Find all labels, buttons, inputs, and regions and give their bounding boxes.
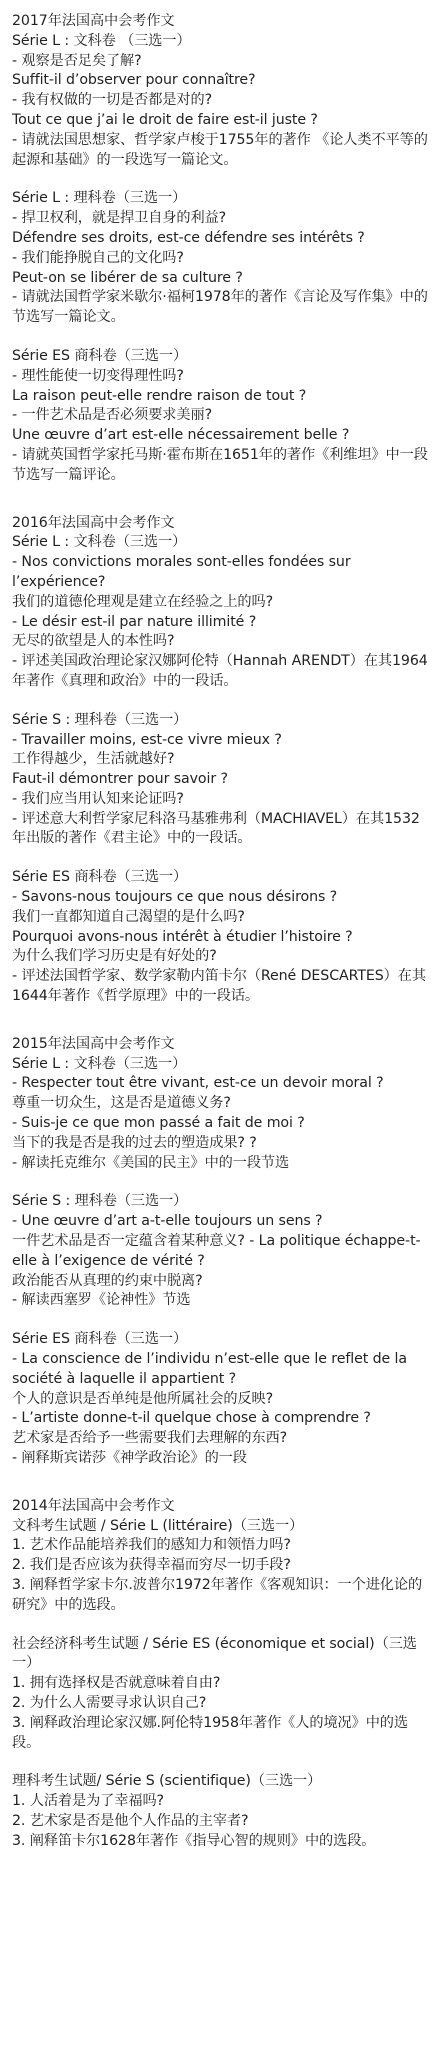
- section-heading: Série S : 理科卷（三选一）: [12, 1193, 188, 1210]
- prompt-line: - 捍卫权利，就是捍卫自身的利益?: [12, 210, 227, 227]
- year-heading: 2017年法国高中会考作文: [12, 13, 175, 29]
- prompt-line: Défendre ses droits, est-ce défendre ses intérêts ?: [12, 229, 365, 246]
- prompt-line: 1. 拥有选择权是否就意味着自由?: [12, 1675, 221, 1692]
- exam-section: [12, 1330, 428, 1469]
- prompt-line: 2. 我们是否应该为获得幸福而穷尽一切手段?: [12, 1557, 291, 1574]
- prompt-line: - 评述法国哲学家、数学家勒内笛卡尔（René DESCARTES）在其1644年著作《哲学原理》中的一段话。: [12, 968, 426, 1005]
- prompt-line: 3. 阐释笛卡尔1628年著作《指导心智的规则》中的选段。: [12, 1832, 376, 1849]
- section-heading: Série L : 文科卷 （三选一）: [12, 32, 191, 49]
- prompt-line: 3. 阐释政治理论家汉娜.阿伦特1958年著作《人的境况》中的选段。: [12, 1714, 408, 1751]
- prompt-line: 我们一直都知道自己渴望的是什么吗?: [12, 908, 245, 925]
- prompt-line: 2. 为什么人需要寻求认识自己?: [12, 1694, 207, 1711]
- prompt-line: 政治能否从真理的约束中脱离?: [12, 1272, 203, 1289]
- prompt-line: Pourquoi avons-nous intérêt à étudier l’histoire ?: [12, 928, 353, 945]
- prompt-line: - 评述美国政治理论家汉娜阿伦特（Hannah ARENDT）在其1964年著作《真理和政治》中的一段话。: [12, 653, 428, 689]
- section-heading: Série L : 文科卷（三选一）: [12, 534, 187, 551]
- prompt-line: - Savons-nous toujours ce que nous désirons ?: [12, 889, 338, 906]
- prompt-line: 当下的我是否是我的过去的塑造成果? ?: [12, 1134, 257, 1151]
- year-section: [12, 1035, 428, 1174]
- exam-section: [12, 1192, 428, 1311]
- exam-section: [12, 868, 428, 1007]
- prompt-line: - 解读西塞罗《论神性》节选: [12, 1292, 191, 1309]
- year-heading: 2016年法国高中会考作文: [12, 514, 175, 531]
- prompt-line: - Travailler moins, est-ce vivre mieux ?: [12, 731, 282, 748]
- year-heading: 2015年法国高中会考作文: [12, 1035, 175, 1052]
- prompt-line: Suffit-il d’observer pour connaître?: [12, 72, 256, 89]
- section-heading: 文科考生试题 / Série L (littéraire)（三选一）: [12, 1517, 304, 1534]
- section-heading: 社会经济科考生试题 / Série ES (économique et social)（三选一）: [12, 1635, 417, 1672]
- year-heading: 2014年法国高中会考作文: [12, 1497, 175, 1514]
- section-heading: Série ES 商科卷（三选一）: [12, 1331, 188, 1348]
- prompt-line: 1. 艺术作品能培养我们的感知力和领悟力吗?: [12, 1537, 291, 1554]
- prompt-line: - 我们应当用认知来论证吗?: [12, 790, 184, 807]
- prompt-line: - 一件艺术品是否必须要求美丽?: [12, 407, 212, 424]
- prompt-line: - 理性能使一切变得理性吗?: [12, 367, 184, 384]
- prompt-line: - 我有权做的一切是否都是对的?: [12, 92, 212, 109]
- prompt-line: - 观察是否足矣了解?: [12, 52, 142, 69]
- prompt-line: 为什么我们学习历史是有好处的?: [12, 948, 217, 965]
- prompt-line: 尊重一切众生，这是否是道德义务?: [12, 1095, 231, 1112]
- prompt-line: - 我们能挣脱自己的文化吗?: [12, 249, 184, 266]
- prompt-line: 工作得越少，生活就越好?: [12, 751, 175, 768]
- prompt-line: 艺术家是否给予一些需要我们去理解的东西?: [12, 1430, 288, 1447]
- prompt-line: - Respecter tout être vivant, est-ce un devoir moral ?: [12, 1075, 384, 1092]
- prompt-line: Tout ce que j’ai le droit de faire est-il juste ?: [12, 111, 318, 128]
- prompt-line: - 请就法国思想家、哲学家卢梭于1755年的著作 《论人类不平等的起源和基础》的一段选写一篇论文。: [12, 131, 428, 168]
- prompt-line: - 解读托克维尔《美国的民主》中的一段节选: [12, 1154, 290, 1171]
- section-heading: Série L : 理科卷（三选一）: [12, 190, 187, 207]
- prompt-line: - 阐释斯宾诺莎《神学政治论》的一段: [12, 1450, 247, 1466]
- prompt-line: - L’artiste donne-t-il quelque chose à comprendre ?: [12, 1410, 371, 1427]
- prompt-line: 1. 人活着是为了幸福吗?: [12, 1793, 164, 1810]
- exam-section: [12, 189, 428, 328]
- prompt-line: 3. 阐释哲学家卡尔.波普尔1972年著作《客观知识：一个进化论的研究》中的选段。: [12, 1576, 423, 1613]
- prompt-line: Faut-il démontrer pour savoir ?: [12, 771, 228, 788]
- prompt-line: 2. 艺术家是否是他个人作品的主宰者?: [12, 1812, 249, 1829]
- prompt-line: Une œuvre d’art est-elle nécessairement belle ?: [12, 427, 350, 444]
- prompt-line: 一件艺术品是否一定蕴含着某种意义? - La politique échappe-t-elle à l’exigence de vérité ?: [12, 1233, 421, 1269]
- prompt-line: - Nos convictions morales sont-elles fondées sur l’expérience?: [12, 554, 351, 590]
- prompt-line: 个人的意识是否单纯是他所属社会的反映?: [12, 1390, 274, 1407]
- exam-section: [12, 347, 428, 486]
- year-section: [12, 12, 428, 170]
- prompt-line: - Le désir est-il par nature illimité ?: [12, 613, 257, 630]
- prompt-line: 无尽的欲望是人的本性吗?: [12, 633, 175, 650]
- year-section: [12, 514, 428, 692]
- prompt-line: La raison peut-elle rendre raison de tout ?: [12, 387, 307, 404]
- prompt-line: - Suis-je ce que mon passé a fait de moi ?: [12, 1115, 305, 1132]
- section-heading: Série L : 文科卷（三选一）: [12, 1055, 187, 1072]
- prompt-line: - 评述意大利哲学家尼科洛马基雅弗利（MACHIAVEL）在其1532年出版的著作《君主论》中的一段话。: [12, 810, 420, 847]
- exam-section: [12, 711, 428, 850]
- section-heading: 理科考生试题/ Série S (scientifique)（三选一）: [12, 1773, 322, 1790]
- exam-section: [12, 1772, 428, 1851]
- exam-section: [12, 1635, 428, 1754]
- prompt-line: Peut-on se libérer de sa culture ?: [12, 269, 243, 286]
- prompt-line: - 请就法国哲学家米歇尔·福柯1978年的著作《言论及写作集》中的节选写一篇论文。: [12, 289, 428, 326]
- section-heading: Série ES 商科卷（三选一）: [12, 347, 188, 364]
- prompt-line: 我们的道德伦理观是建立在经验之上的吗?: [12, 593, 274, 610]
- prompt-line: - La conscience de l’individu n’est-elle que le reflet de la société à laquelle il appartient ?: [12, 1351, 407, 1387]
- section-heading: Série S : 理科卷（三选一）: [12, 711, 188, 728]
- section-heading: Série ES 商科卷（三选一）: [12, 869, 188, 886]
- year-section: [12, 1497, 428, 1616]
- prompt-line: - 请就英国哲学家托马斯·霍布斯在1651年的著作《利维坦》中一段节选写一篇评论。: [12, 446, 428, 483]
- prompt-line: - Une œuvre d’art a-t-elle toujours un sens ?: [12, 1213, 323, 1230]
